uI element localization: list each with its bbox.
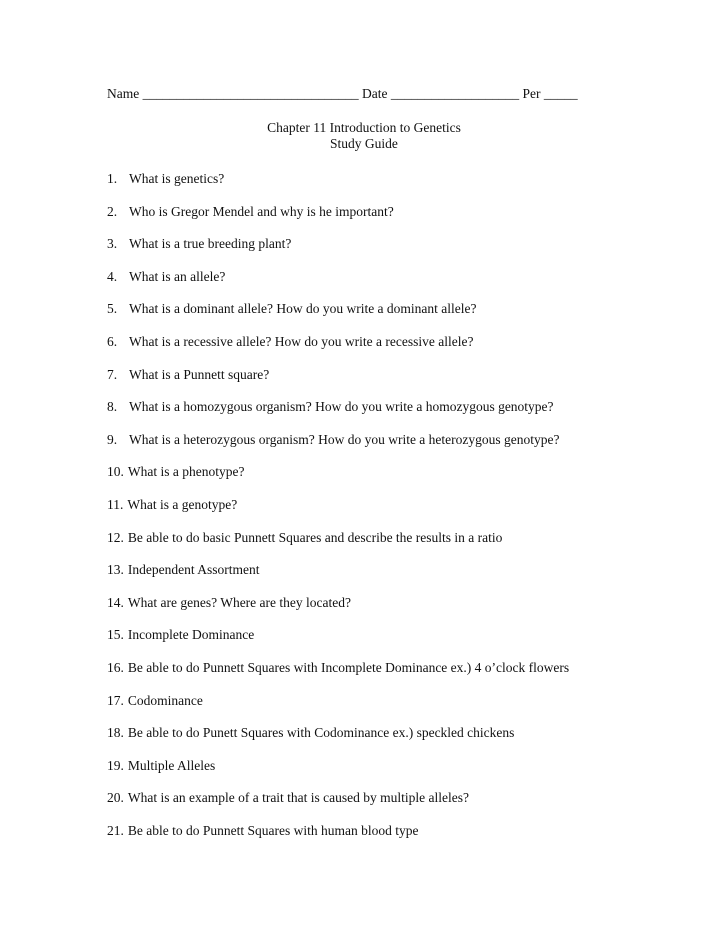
question-number: 11. bbox=[107, 496, 124, 512]
question-text: What is an example of a trait that is caused by multiple alleles? bbox=[127, 790, 470, 806]
question-item bbox=[107, 235, 569, 268]
question-number: 13. bbox=[107, 562, 124, 578]
question-item bbox=[107, 496, 569, 529]
question-item bbox=[107, 822, 569, 855]
question-number: 21. bbox=[107, 822, 124, 838]
question-number: 8. bbox=[107, 399, 118, 415]
question-number: 2. bbox=[107, 203, 118, 219]
question-number: 17. bbox=[107, 692, 124, 708]
question-text: Independent Assortment bbox=[127, 562, 260, 578]
question-number: 20. bbox=[107, 790, 124, 806]
question-number: 5. bbox=[107, 301, 118, 317]
question-item bbox=[107, 170, 569, 203]
question-number: 18. bbox=[107, 725, 124, 741]
question-item bbox=[107, 398, 569, 431]
question-item bbox=[107, 333, 569, 366]
question-text: Be able to do Punnett Squares with human blood type bbox=[127, 822, 419, 838]
question-text: What is a homozygous organism? How do you write a homozygous genotype? bbox=[129, 399, 554, 415]
question-item bbox=[107, 300, 569, 333]
question-text: Be able to do Punnett Squares with Incomplete Dominance ex.) 4 o’clock flowers bbox=[127, 659, 570, 675]
question-item bbox=[107, 268, 569, 301]
question-text: What is a heterozygous organism? How do you write a heterozygous genotype? bbox=[129, 431, 560, 447]
question-number: 10. bbox=[107, 464, 124, 480]
question-item bbox=[107, 529, 569, 562]
question-item bbox=[107, 203, 569, 236]
question-item bbox=[107, 789, 569, 822]
question-item bbox=[107, 561, 569, 594]
question-number: 12. bbox=[107, 529, 124, 545]
question-text: What is genetics? bbox=[129, 171, 225, 186]
question-text: Be able to do Punett Squares with Codominance ex.) speckled chickens bbox=[127, 725, 515, 741]
question-text: Multiple Alleles bbox=[127, 757, 216, 773]
question-text: What is a Punnett square? bbox=[129, 366, 270, 382]
question-number: 6. bbox=[107, 333, 118, 349]
question-item bbox=[107, 659, 569, 692]
question-number: 3. bbox=[107, 236, 118, 252]
question-text: What is a genotype? bbox=[127, 496, 238, 512]
question-number: 15. bbox=[107, 627, 124, 643]
question-item bbox=[107, 692, 569, 725]
name-date-period-line: Name ________________________________ Date ___________________ Per _____ bbox=[107, 86, 578, 101]
question-item bbox=[107, 626, 569, 659]
question-item bbox=[107, 757, 569, 790]
question-number: 16. bbox=[107, 659, 124, 675]
question-text: Be able to do basic Punnett Squares and describe the results in a ratio bbox=[127, 529, 503, 545]
question-item bbox=[107, 724, 569, 757]
question-number: 19. bbox=[107, 757, 124, 773]
question-text: Codominance bbox=[127, 692, 203, 708]
question-text: What are genes? Where are they located? bbox=[127, 594, 351, 610]
question-number: 9. bbox=[107, 431, 118, 447]
question-text: What is an allele? bbox=[129, 268, 226, 284]
question-number: 7. bbox=[107, 366, 118, 382]
question-item bbox=[107, 594, 569, 627]
question-item bbox=[107, 463, 569, 496]
question-text: What is a dominant allele? How do you write a dominant allele? bbox=[129, 301, 477, 317]
question-number: 1. bbox=[107, 171, 118, 186]
chapter-title: Chapter 11 Introduction to Genetics bbox=[267, 120, 461, 135]
question-number: 14. bbox=[107, 594, 124, 610]
question-list bbox=[107, 170, 569, 854]
question-text: What is a phenotype? bbox=[127, 464, 245, 480]
question-text: Who is Gregor Mendel and why is he important? bbox=[129, 203, 394, 219]
question-item bbox=[107, 366, 569, 399]
question-item bbox=[107, 431, 569, 464]
question-text: Incomplete Dominance bbox=[127, 627, 255, 643]
question-text: What is a true breeding plant? bbox=[129, 236, 292, 252]
question-number: 4. bbox=[107, 268, 118, 284]
question-text: What is a recessive allele? How do you write a recessive allele? bbox=[129, 333, 474, 349]
study-guide-subtitle: Study Guide bbox=[330, 136, 398, 151]
